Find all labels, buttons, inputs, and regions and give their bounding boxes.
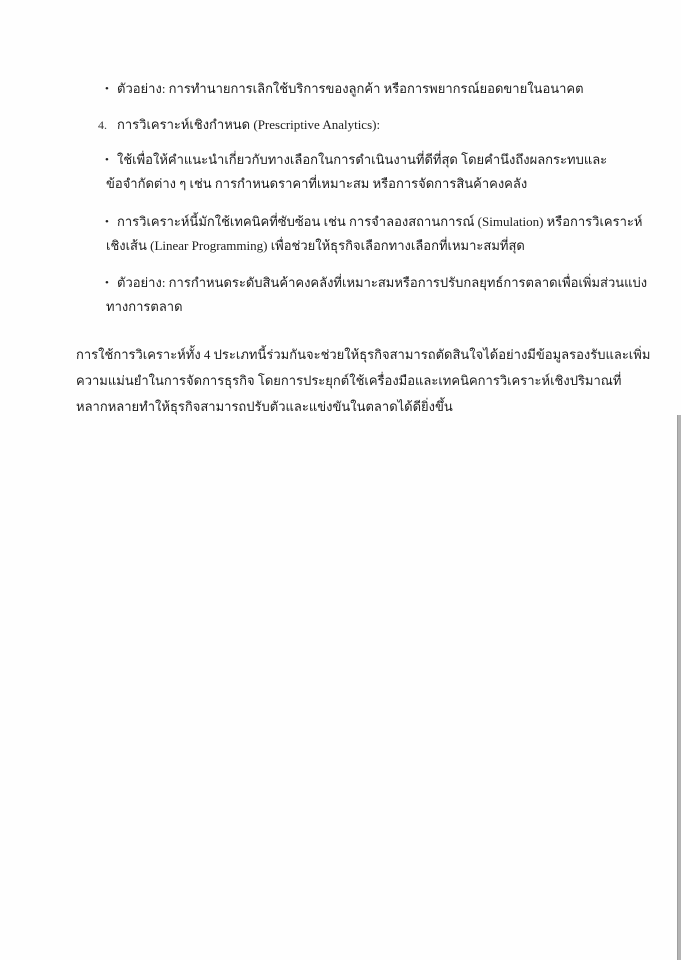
- bullet-text-line: ตัวอย่าง: การกำหนดระดับสินค้าคงคลังที่เหมาะสมหรือการปรับกลยุทธ์การตลาดเพื่อเพิ่มส่วนแบ่ง: [117, 275, 648, 290]
- conclusion-line: การใช้การวิเคราะห์ทั้ง 4 ประเภทนี้ร่วมกันจะช่วยให้ธุรกิจสามารถตัดสินใจได้อย่างมีข้อมูลรองรับและเพิ่ม: [76, 347, 651, 362]
- bullet-text-line: เชิงเส้น (Linear Programming) เพื่อช่วยให้ธุรกิจเลือกทางเลือกที่เหมาะสมที่สุด: [106, 238, 525, 253]
- bullet-icon: •: [105, 277, 109, 289]
- bullet-text-line: ทางการตลาด: [106, 299, 183, 314]
- conclusion-line: หลากหลายทำให้ธุรกิจสามารถปรับตัวและแข่งขันในตลาดได้ดียิ่งขึ้น: [76, 399, 453, 414]
- bullet-icon: •: [105, 83, 109, 95]
- bullet-text-line: ข้อจำกัดต่าง ๆ เช่น การกำหนดราคาที่เหมาะสม หรือการจัดการสินค้าคงคลัง: [106, 176, 528, 191]
- bullet-text-line: ใช้เพื่อให้คำแนะนำเกี่ยวกับทางเลือกในการดำเนินงานที่ดีที่สุด โดยคำนึงถึงผลกระทบและ: [117, 152, 608, 167]
- vertical-scrollbar[interactable]: [677, 415, 681, 960]
- bullet-icon: •: [105, 216, 109, 228]
- bullet-icon: •: [105, 154, 109, 166]
- section-heading: การวิเคราะห์เชิงกำหนด (Prescriptive Analytics):: [117, 117, 381, 132]
- example-text: ตัวอย่าง: การทำนายการเลิกใช้บริการของลูกค้า หรือการพยากรณ์ยอดขายในอนาคต: [117, 81, 584, 96]
- bullet-text-line: การวิเคราะห์นี้มักใช้เทคนิคที่ซับซ้อน เช่น การจำลองสถานการณ์ (Simulation) หรือการวิเคราะห์: [117, 214, 643, 229]
- conclusion-line: ความแม่นยำในการจัดการธุรกิจ โดยการประยุกต์ใช้เครื่องมือและเทคนิคการวิเคราะห์เชิงปริมาณที่: [76, 373, 622, 388]
- section-number: 4.: [98, 118, 107, 132]
